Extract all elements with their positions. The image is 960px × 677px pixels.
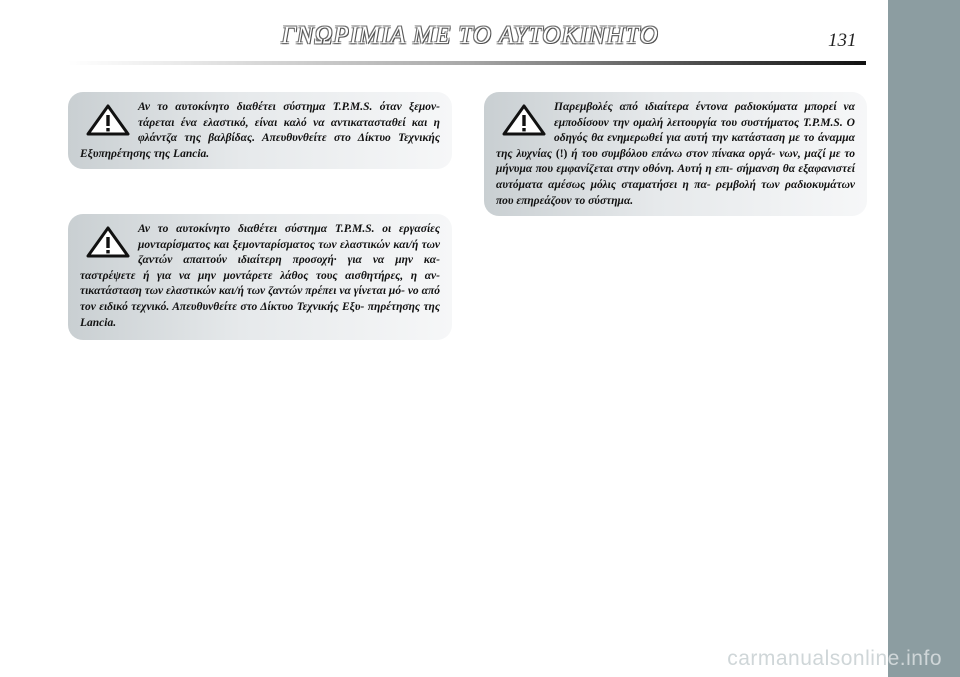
warning-text: Αν το αυτοκίνητο διαθέτει σύστημα T.P.M.S. όταν ξεμον- τάρεται ένα ελαστικό, είναι καλό να αντικατασταθεί και η φλάντζα της βαλβίδας. Απευθυνθείτε στο Δίκτυο Τεχνικής Εξυπηρέτησης της Lancia. [80,101,440,160]
warning-box-radio-interference [484,92,867,216]
warning-box-tpms-valve [68,92,452,169]
page-number: 131 [828,30,857,51]
warning-box-tpms-mounting [68,214,452,340]
warning-triangle-icon [502,104,546,136]
warning-triangle-icon [86,104,130,136]
warning-triangle-icon [86,226,130,258]
warning-text-before: Παρεμβολές από ιδιαίτερα έντονα ραδιοκύματα μπορεί να εμποδίσουν την ομαλή λειτουργία του συστήματος T.P.M.S. Ο οδηγός θα ενημερωθεί για αυτή την κατάσταση με το άναμμα της λυχνίας [496,101,855,160]
tpms-lamp-icon: (!) [555,147,568,160]
warning-text-after: ή του συμβόλου επάνω στον πίνακα οργά- νων, μαζί με το μήνυμα που εμφανίζεται στην οθόνη. Αυτή η επι- σήμανση θα εξαφανιστεί αυτόματα αμέσως μόλις σταματήσει η πα- ρεμβολή των ραδιοκυμάτων που επηρεάζουν το σύστημα. [496,147,856,207]
page-title: ΓΝΩΡΙΜΙΑ ΜΕ ΤΟ ΑΥΤΟΚΙΝΗΤΟ [281,22,659,49]
side-bar [888,0,960,677]
watermark: carmanualsonline.info [727,647,942,670]
warning-text: Αν το αυτοκίνητο διαθέτει σύστημα T.P.M.S. οι εργασίες μονταρίσματος και ξεμονταρίσματος των ελαστικών και/ή των ζαντών απαιτούν ιδιαίτερη προσοχή· για να μην κα- ταστρέψετε ή για να μην μοντάρετε λάθος τους αισθητήρες, η αν- τικατάσταση των ελαστικών και/ή των ζαντών πρέπει να γίνεται μό- νο από τον ειδικό τεχνικό. Απευθυνθείτε στο Δίκτυο Τεχνικής Εξυ- πηρέτησης της Lancia. [80,223,440,329]
header-rule [68,61,866,65]
